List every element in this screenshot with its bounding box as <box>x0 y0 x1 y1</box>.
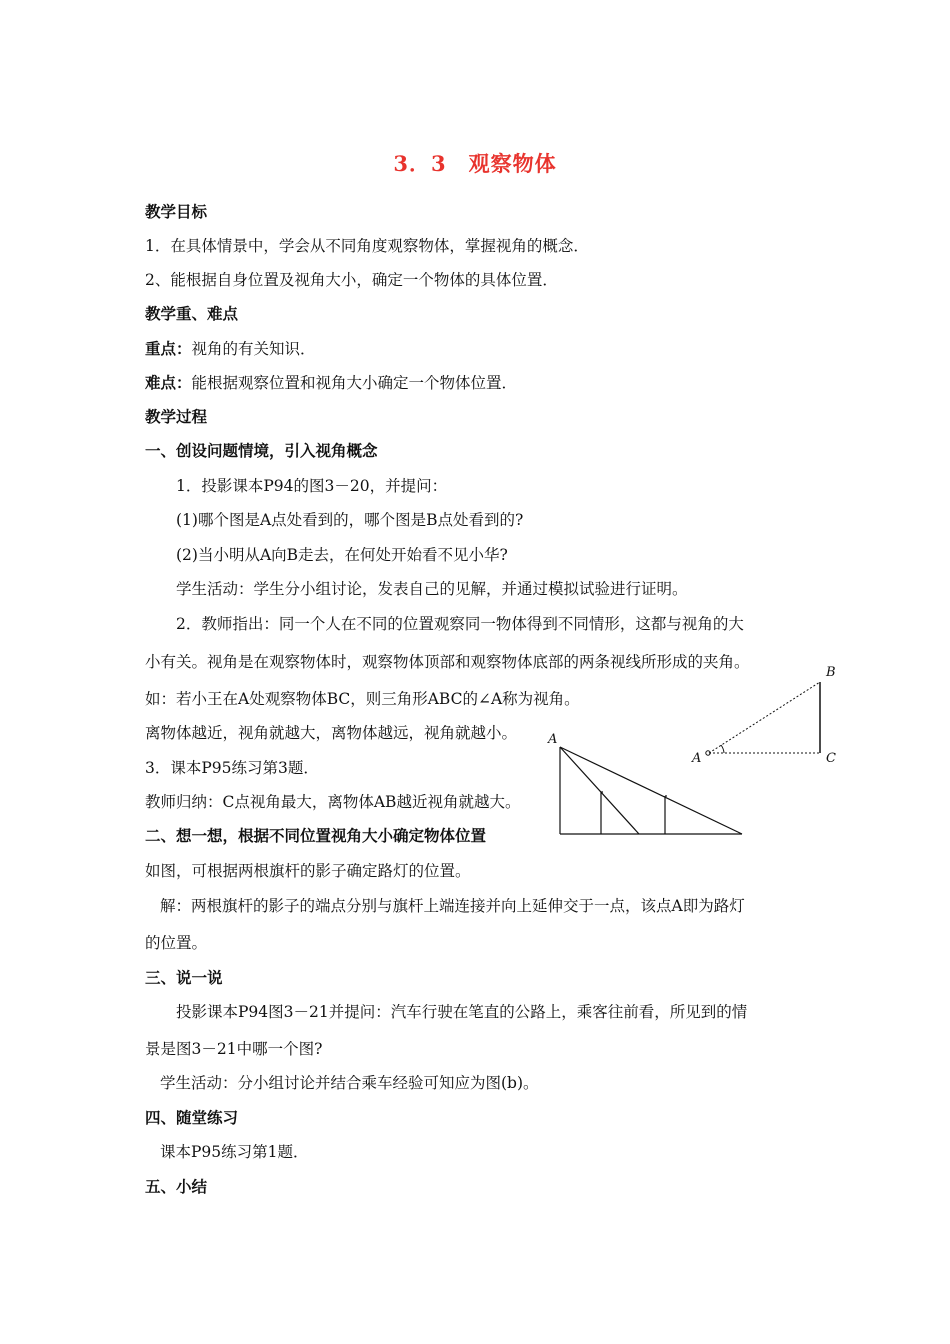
part4-heading: 四、随堂练习 <box>145 1108 239 1127</box>
part3-activity: 学生活动：分小组讨论并结合乘车经验可知应为图(b)。 <box>160 1074 539 1092</box>
part1-item2-line2: 小有关。视角是在观察物体时，观察物体顶部和观察物体底部的两条视线所形成的夹角。 <box>145 653 750 671</box>
part1-item2-line1: 2．教师指出：同一个人在不同的位置观察同一物体得到不同情形，这都与视角的大 <box>176 615 744 633</box>
keypoints-heading: 教学重、难点 <box>145 304 239 323</box>
label-b: B <box>826 665 836 680</box>
part1-item2-line4: 离物体越近，视角就越大，离物体越远，视角就越小。 <box>145 724 518 742</box>
part1-question2: (2)当小明从A向B走去，在何处开始看不见小华? <box>176 546 508 564</box>
part5-heading: 五、小结 <box>145 1177 208 1196</box>
label-lamp-a: A <box>548 732 558 747</box>
label-a: A <box>692 751 702 766</box>
process-heading: 教学过程 <box>145 407 208 426</box>
diff-label: 难点： <box>145 373 192 392</box>
page-title: 3．3 观察物体 <box>393 151 557 176</box>
ray-near <box>560 747 639 834</box>
goal-2: 2、能根据自身位置及视角大小，确定一个物体的具体位置． <box>145 271 558 289</box>
part1-question1: (1)哪个图是A点处看到的，哪个图是B点处看到的? <box>176 511 524 529</box>
key-point <box>145 339 316 359</box>
part1-item3: 3．课本P95练习第3题． <box>145 759 319 777</box>
part1-heading: 一、创设问题情境，引入视角概念 <box>145 441 378 460</box>
part2-heading: 二、想一想，根据不同位置视角大小确定物体位置 <box>145 826 487 845</box>
part2-solution-line1: 解：两根旗杆的影子的端点分别与旗杆上端连接并向上延伸交于一点，该点A即为路灯 <box>160 897 745 915</box>
part3-text-line2: 景是图3－21中哪一个图? <box>145 1040 323 1058</box>
part3-text-line1: 投影课本P94图3－21并提问：汽车行驶在笔直的公路上，乘客往前看，所见到的情 <box>176 1003 748 1021</box>
ray-far <box>560 747 742 834</box>
part4-text: 课本P95练习第1题． <box>160 1143 309 1161</box>
difficult-point <box>145 373 517 393</box>
key-label: 重点： <box>145 339 192 358</box>
part1-item1: 1．投影课本P94的图3－20，并提问： <box>176 477 448 495</box>
street-lamp-figure <box>545 728 755 840</box>
part2-text: 如图，可根据两根旗杆的影子确定路灯的位置。 <box>145 862 471 880</box>
key-text: 视角的有关知识． <box>191 340 316 358</box>
part1-item2-line3: 如：若小王在A处观察物体BC，则三角形ABC的∠A称为视角。 <box>145 690 580 708</box>
goals-heading: 教学目标 <box>145 202 208 221</box>
part3-heading: 三、说一说 <box>145 968 223 987</box>
part1-activity: 学生活动：学生分小组讨论，发表自己的见解，并通过模拟试验进行证明。 <box>176 580 688 598</box>
diff-text: 能根据观察位置和视角大小确定一个物体位置． <box>191 374 518 392</box>
label-c: C <box>826 751 836 766</box>
goal-1: 1．在具体情景中，学会从不同角度观察物体，掌握视角的概念． <box>145 237 589 255</box>
part2-solution-line2: 的位置。 <box>145 934 208 952</box>
part1-summary: 教师归纳：C点视角最大，离物体AB越近视角就越大。 <box>145 793 521 811</box>
